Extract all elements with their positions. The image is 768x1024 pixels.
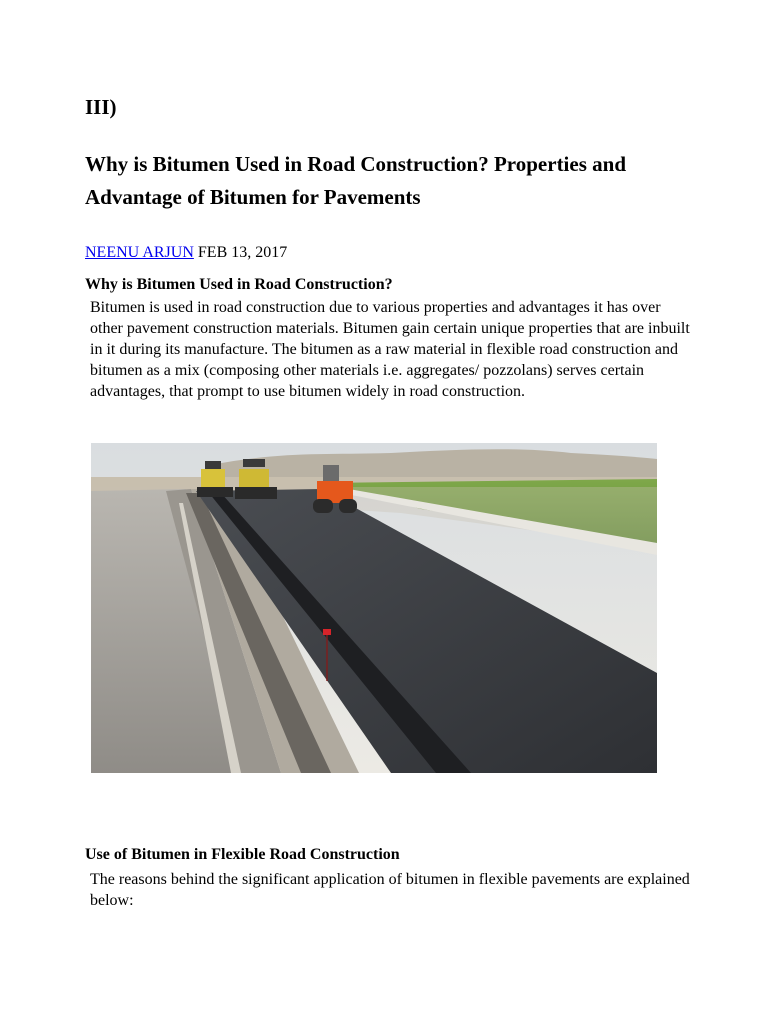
article-title: Why is Bitumen Used in Road Construction? Properties and Advantage of Bitumen for Pavements xyxy=(85,152,626,209)
section-heading: Use of Bitumen in Flexible Road Construction xyxy=(85,846,400,863)
author-link[interactable]: NEENU ARJUN xyxy=(85,244,194,261)
section-number: III) xyxy=(85,95,117,119)
section-paragraph: Bitumen is used in road construction due to various properties and advantages it has over other pavement construction materials. Bitumen gain certain unique properties that are inbuilt in it during its manufacture. The bitumen as a raw material in flexible road construction and bitumen as a mix (composing other materials i.e. aggregates/ pozzolans) serves certain advantages, that prompt to use bitumen widely in road construction. xyxy=(90,299,690,400)
road-construction-photo xyxy=(91,443,657,773)
publish-date: FEB 13, 2017 xyxy=(193,244,288,261)
section-paragraph: The reasons behind the significant application of bitumen in flexible pavements are explained below: xyxy=(90,871,690,909)
byline xyxy=(85,241,287,265)
section-heading: Why is Bitumen Used in Road Construction? xyxy=(85,276,393,293)
